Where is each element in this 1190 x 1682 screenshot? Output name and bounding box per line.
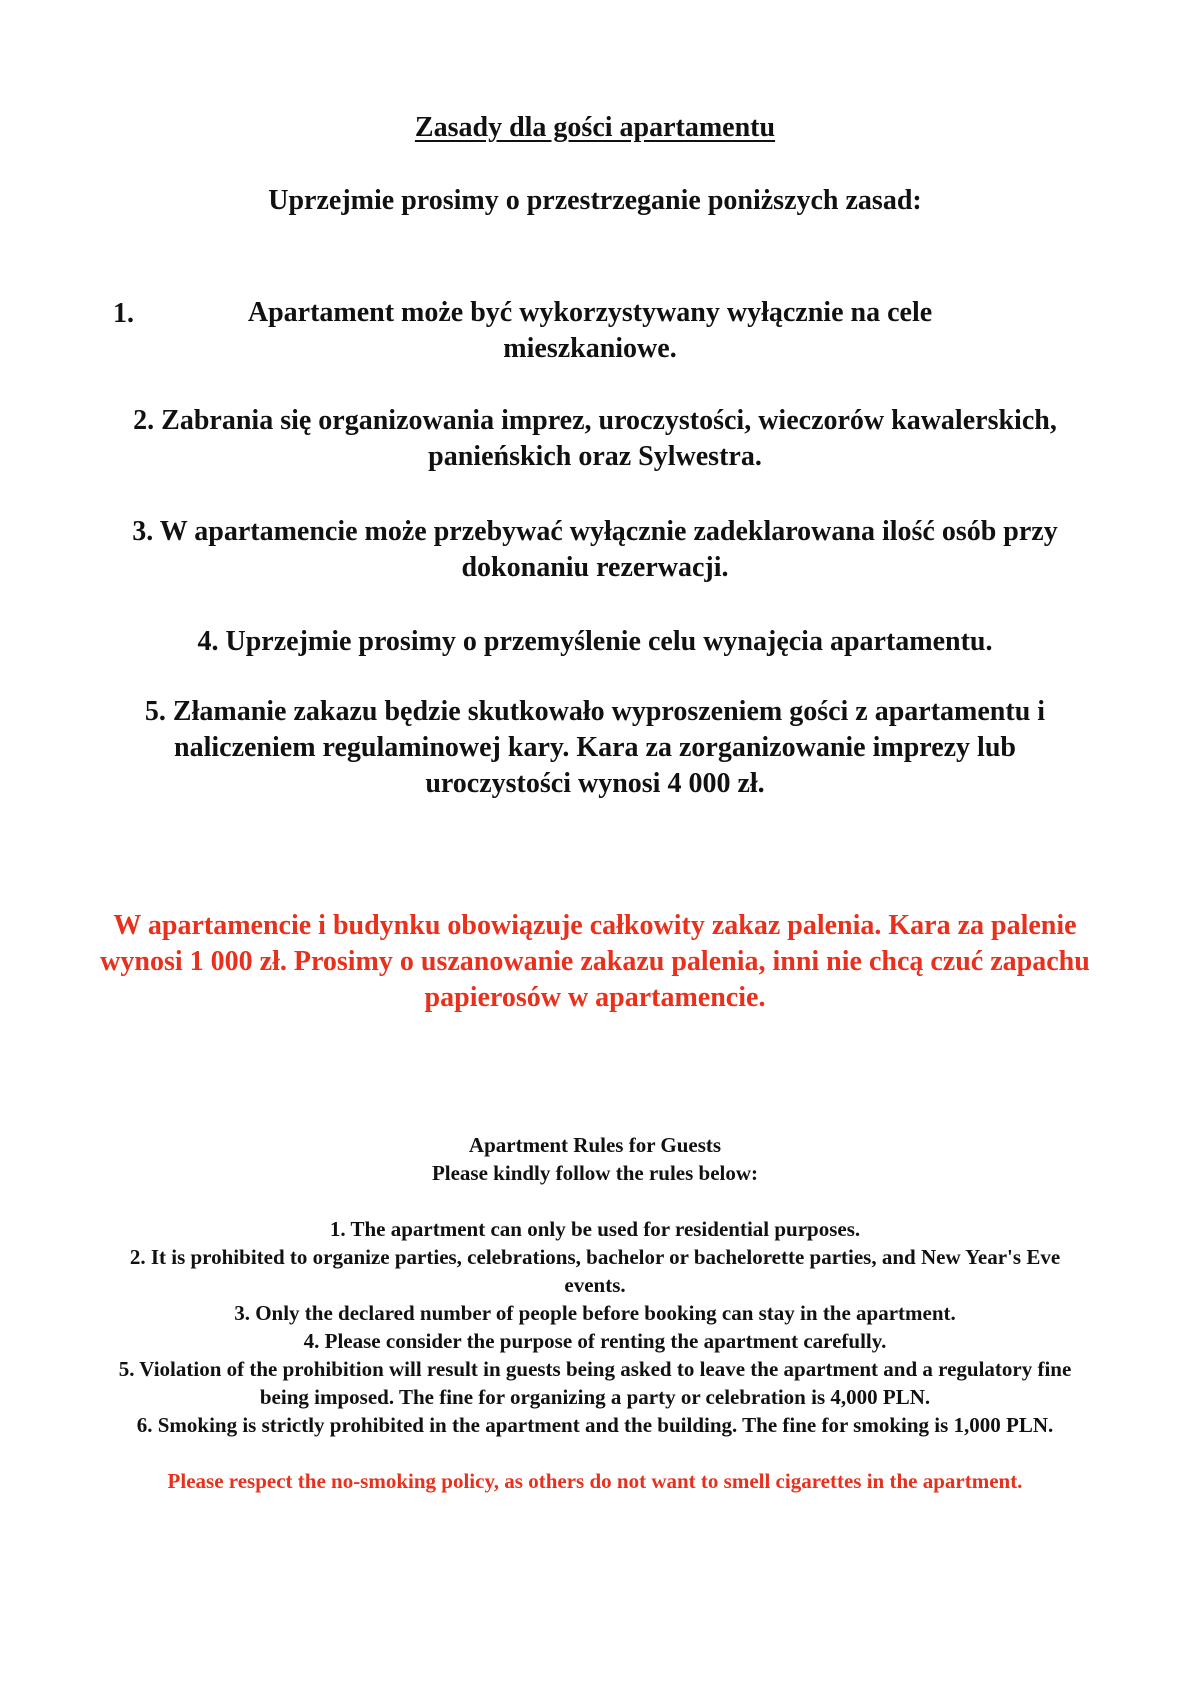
english-rule-6: 6. Smoking is strictly prohibited in the apartment and the building. The fine for smoking is 1,000 PLN. [136, 1413, 1054, 1437]
english-rule-1: 1. The apartment can only be used for residential purposes. [329, 1217, 861, 1241]
english-rule-2: 2. It is prohibited to organize parties, celebrations, bachelor or bachelorette parties, and New Year's Eve events. [129, 1245, 1061, 1297]
english-rule-5: 5. Violation of the prohibition will result in guests being asked to leave the apartment and a regulatory fine being imposed. The fine for organizing a party or celebration is 4,000 PLN. [118, 1357, 1072, 1409]
english-smoking-notice: Please respect the no-smoking policy, as others do not want to smell cigarettes in the apartment. [167, 1469, 1023, 1493]
english-rule-4: 4. Please consider the purpose of renting the apartment carefully. [303, 1329, 887, 1353]
polish-rule-1-number: 1. [113, 298, 134, 329]
polish-smoking-notice: W apartamencie i budynku obowiązuje całkowity zakaz palenia. Kara za palenie wynosi 1 000 zł. Prosimy o uszanowanie zakazu palenia, inni nie chcą czuć zapachu papierosów w apartamencie. [100, 910, 1090, 1013]
polish-rule-3: 3. W apartamencie może przebywać wyłącznie zadeklarowana ilość osób przy dokonaniu rezerwacji. [132, 516, 1058, 583]
polish-rule-5: 5. Złamanie zakazu będzie skutkowało wyproszeniem gości z apartamentu i naliczeniem regulaminowej kary. Kara za zorganizowanie imprezy lub uroczystości wynosi 4 000 zł. [144, 696, 1046, 799]
english-title: Apartment Rules for Guests [468, 1133, 722, 1157]
english-subtitle: Please kindly follow the rules below: [431, 1161, 759, 1185]
polish-title: Zasady dla gości apartamentu [414, 112, 776, 143]
polish-rule-1: Apartament może być wykorzystywany wyłącznie na cele mieszkaniowe. [247, 297, 933, 364]
english-rule-3: 3. Only the declared number of people before booking can stay in the apartment. [234, 1301, 956, 1325]
polish-rule-2: 2. Zabrania się organizowania imprez, uroczystości, wieczorów kawalerskich, panieńskich oraz Sylwestra. [133, 405, 1057, 472]
polish-rule-4: 4. Uprzejmie prosimy o przemyślenie celu wynajęcia apartamentu. [197, 626, 993, 657]
polish-subtitle: Uprzejmie prosimy o przestrzeganie poniższych zasad: [268, 185, 922, 216]
